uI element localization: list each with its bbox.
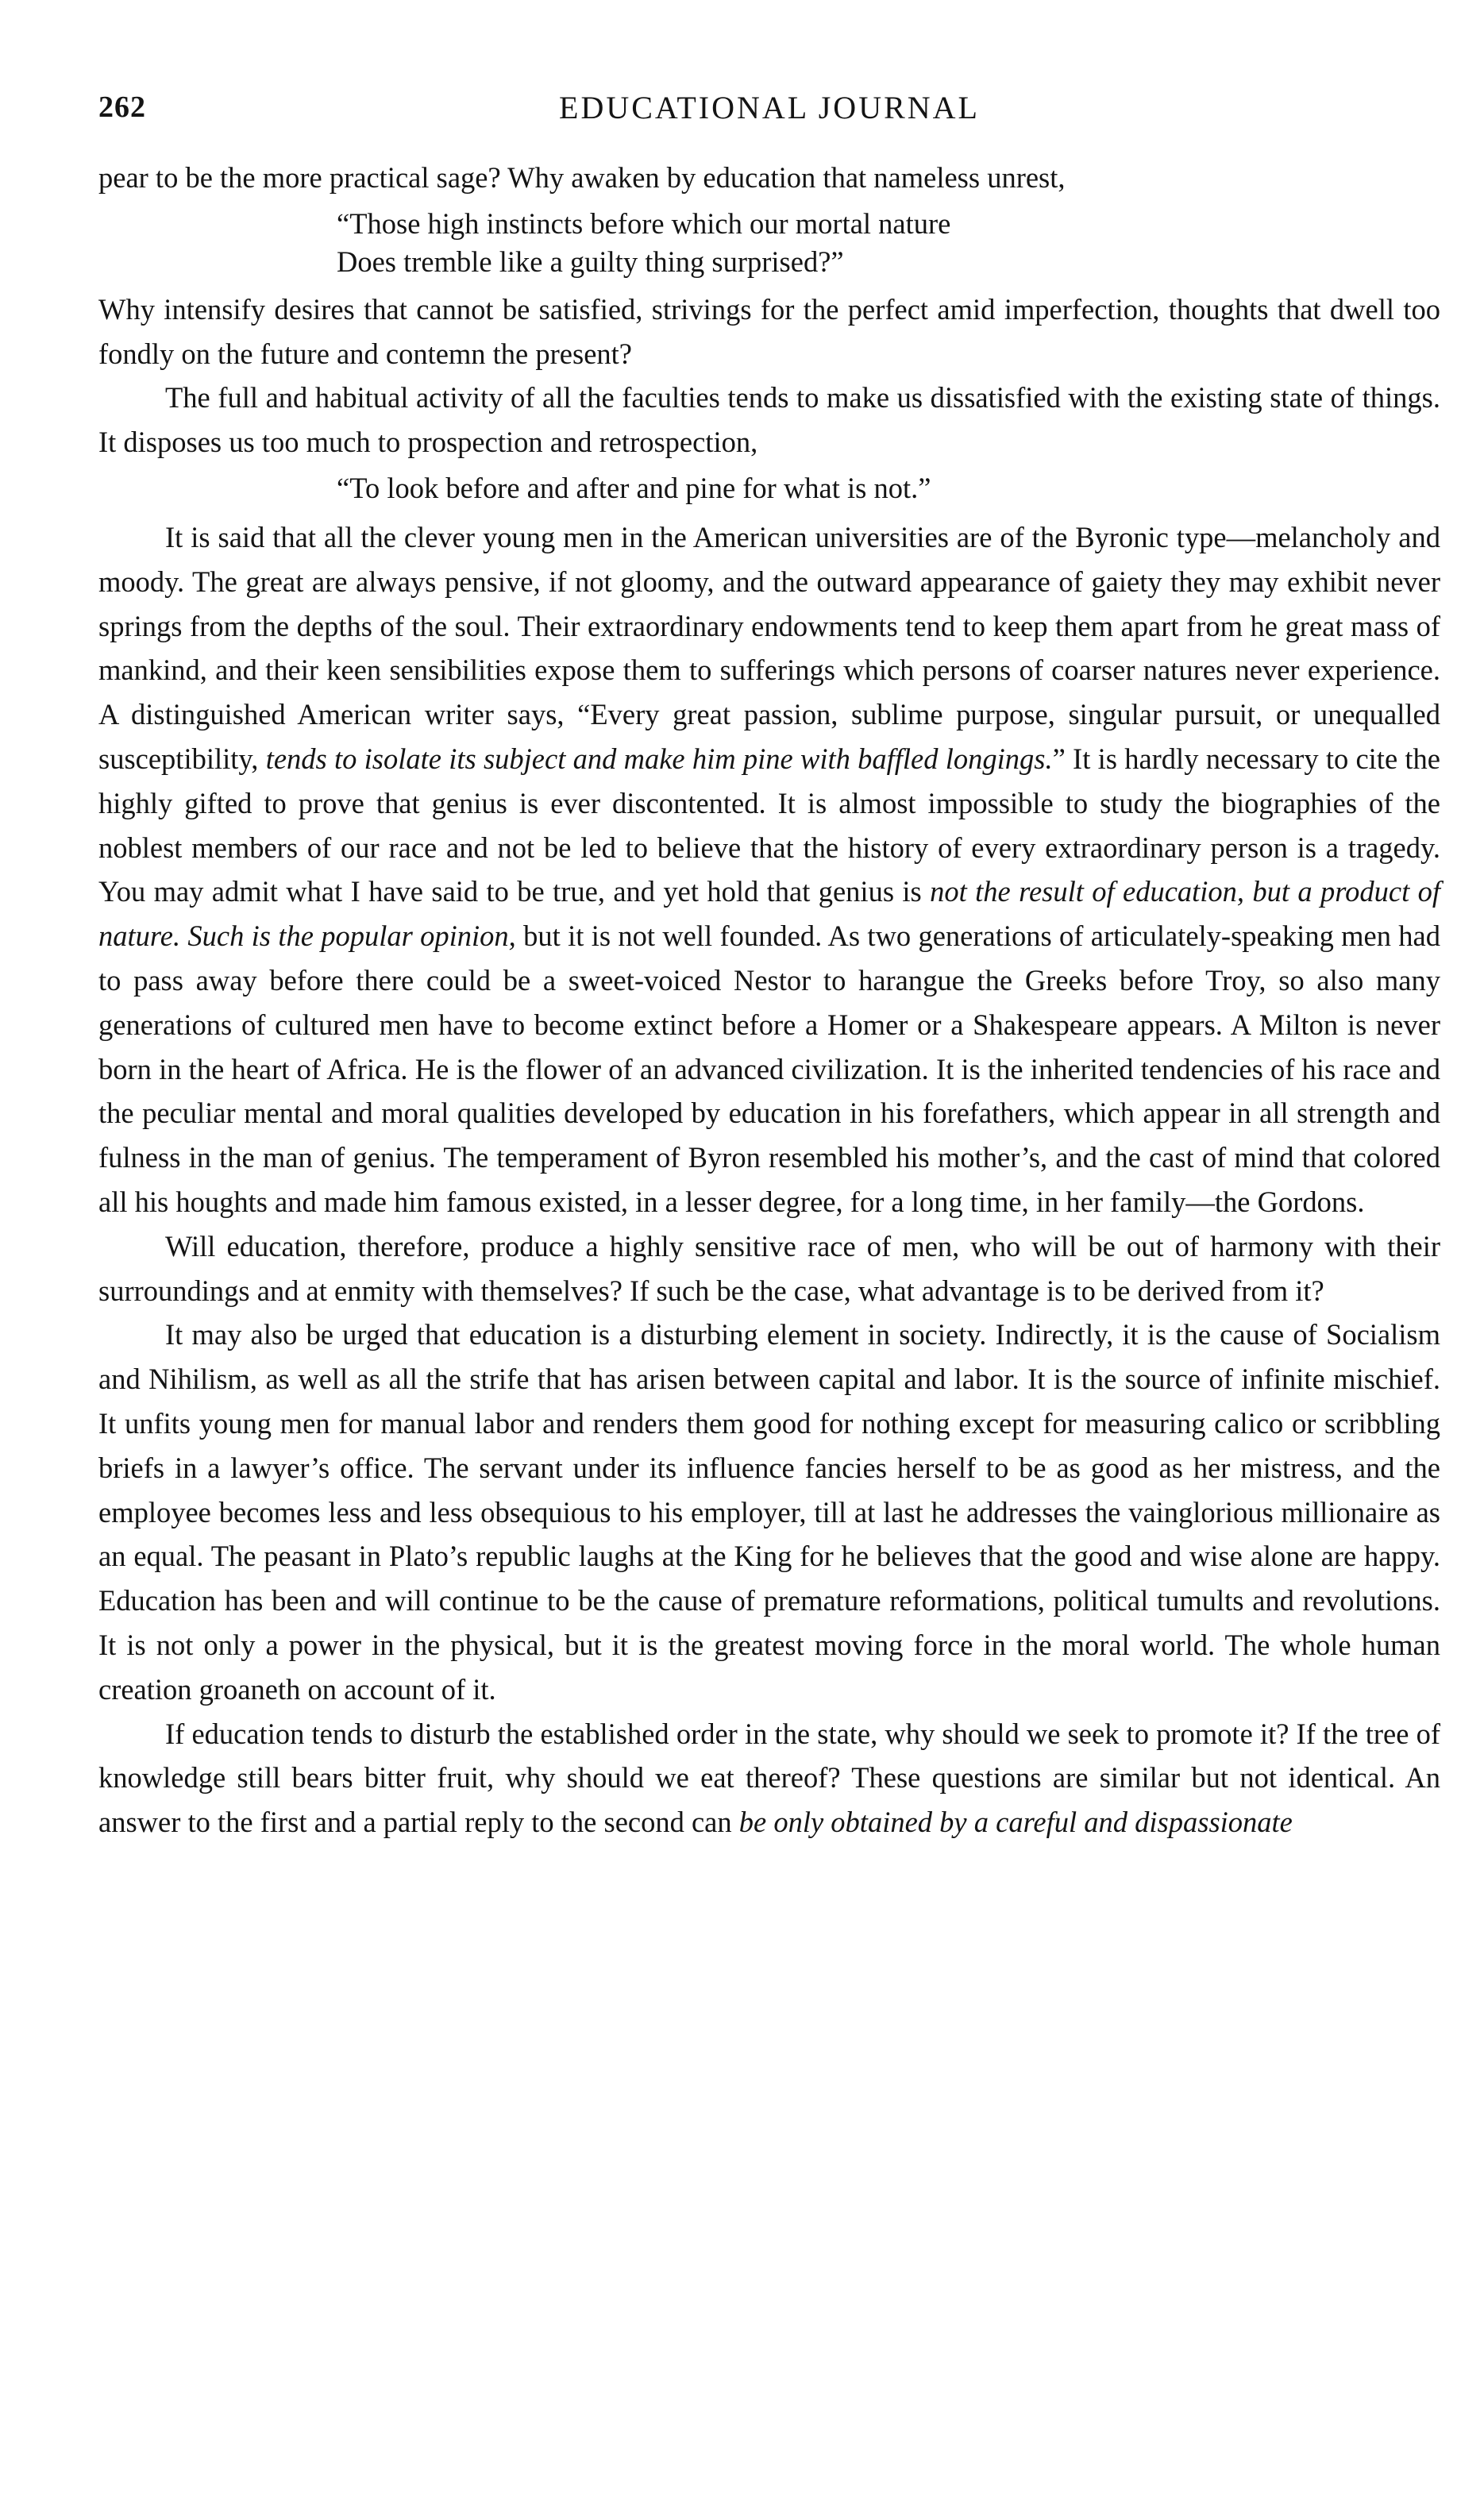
italic-text: be only obtained by a careful and dispassionate bbox=[738, 1806, 1293, 1839]
paragraph-continued: pear to be the more practical sage? Why awaken by education that nameless unrest, bbox=[98, 161, 1066, 194]
quote-line: “To look before and after and pine for what is not.” bbox=[337, 471, 931, 504]
text-run: but it is not well founded. As two generations of articulately-speaking men had to pass away before there could be a sweet-voiced Nestor to harangue the Greeks before Troy, so also many generations of cultured men have to become extinct before a Homer or a Shakespeare appears. A Milton is never born in the heart of Africa. He is the flower of an advanced civilization. It is the inherited tendencies of his race and the peculiar mental and moral qualities developed by education in his forefathers, which appear in all strength and fulness in the man of genius. The temperament of Byron resembled his mother’s, and the cast of mind that colored all his houghts and made him famous existed, in a lesser degree, for a long time, in her family—the Gordons. bbox=[98, 919, 1441, 1218]
poetry-quote bbox=[98, 205, 1440, 281]
paragraph: The full and habitual activity of all the faculties tends to make us dissatisfied with the existing state of things. It disposes us too much to prospection and retrospection, bbox=[98, 381, 1440, 459]
text-run: If education tends to disturb the established order in the state, why should we seek to promote it? If the tree of knowledge still bears bitter fruit, why should we eat thereof? These questions are similar but not identical. An answer to the first and a partial reply to the second can bbox=[98, 1717, 1440, 1839]
page-header bbox=[98, 86, 1440, 143]
paragraph: It may also be urged that education is a disturbing element in society. Indirectly, it is the cause of Socialism and Nihilism, as well as all the strife that has arisen between capital and labor. It is the source of infinite mischief. It unfits young men for manual labor and renders them good for nothing except for measuring calico or scribbling briefs in a lawyer’s office. The servant under its influence fancies herself to be as good as her mistress, and the employee becomes less and less obsequious to his employer, till at last he addresses the vainglorious millionaire as an equal. The peasant in Plato’s republic laughs at the King for he believes that the good and wise alone are happy. Education has been and will continue to be the cause of premature reformations, political tumults and revolutions. It is not only a power in the physical, but it is the greatest moving force in the moral world. The whole human creation groaneth on account of it. bbox=[98, 1318, 1440, 1706]
poetry-quote bbox=[98, 469, 1440, 507]
text-run: ” It is hardly necessary to cite the highly gifted to prove that genius is ever discontented. It is almost impossible to study the biographies of the noblest members of our race and not be led to believe that the history of every extraordinary person is a tragedy. You may admit what I have said to be true, and yet hold that genius is bbox=[98, 742, 1440, 908]
quote-line: Does tremble like a guilty thing surprised?” bbox=[337, 245, 844, 278]
paragraph bbox=[98, 515, 1440, 1224]
italic-text: tends to isolate its subject and make him pine with baffled longings. bbox=[265, 742, 1053, 775]
document-page bbox=[98, 86, 1440, 1845]
paragraph: Will education, therefore, produce a highly sensitive race of men, who will be out of harmony with their surroundings and at enmity with themselves? If such be the case, what advantage is to be derived from it? bbox=[98, 1229, 1440, 1307]
text-run: It is said that all the clever young men in the American universities are of the Byronic type—melancholy and moody. The great are always pensive, if not gloomy, and the outward appearance of gaiety they may exhibit never springs from the depths of the soul. Their extraordinary endowments tend to keep them apart from he great mass of mankind, and their keen sensibilities expose them to sufferings which persons of coarser natures never experience. A distinguished American writer says, “Every great passion, sublime purpose, singular pursuit, or unequalled susceptibility, bbox=[98, 520, 1440, 775]
running-head: EDUCATIONAL JOURNAL bbox=[559, 90, 980, 125]
page-number: 262 bbox=[98, 91, 146, 124]
quote-line: “Those high instincts before which our mortal nature bbox=[337, 206, 951, 240]
paragraph bbox=[98, 1712, 1440, 1845]
italic-text: not the result of education, but a product of nature. Such is the popular opinion, bbox=[98, 875, 1440, 953]
paragraph: Why intensify desires that cannot be satisfied, strivings for the perfect amid imperfection, thoughts that dwell too fondly on the future and contemn the present? bbox=[98, 292, 1440, 370]
